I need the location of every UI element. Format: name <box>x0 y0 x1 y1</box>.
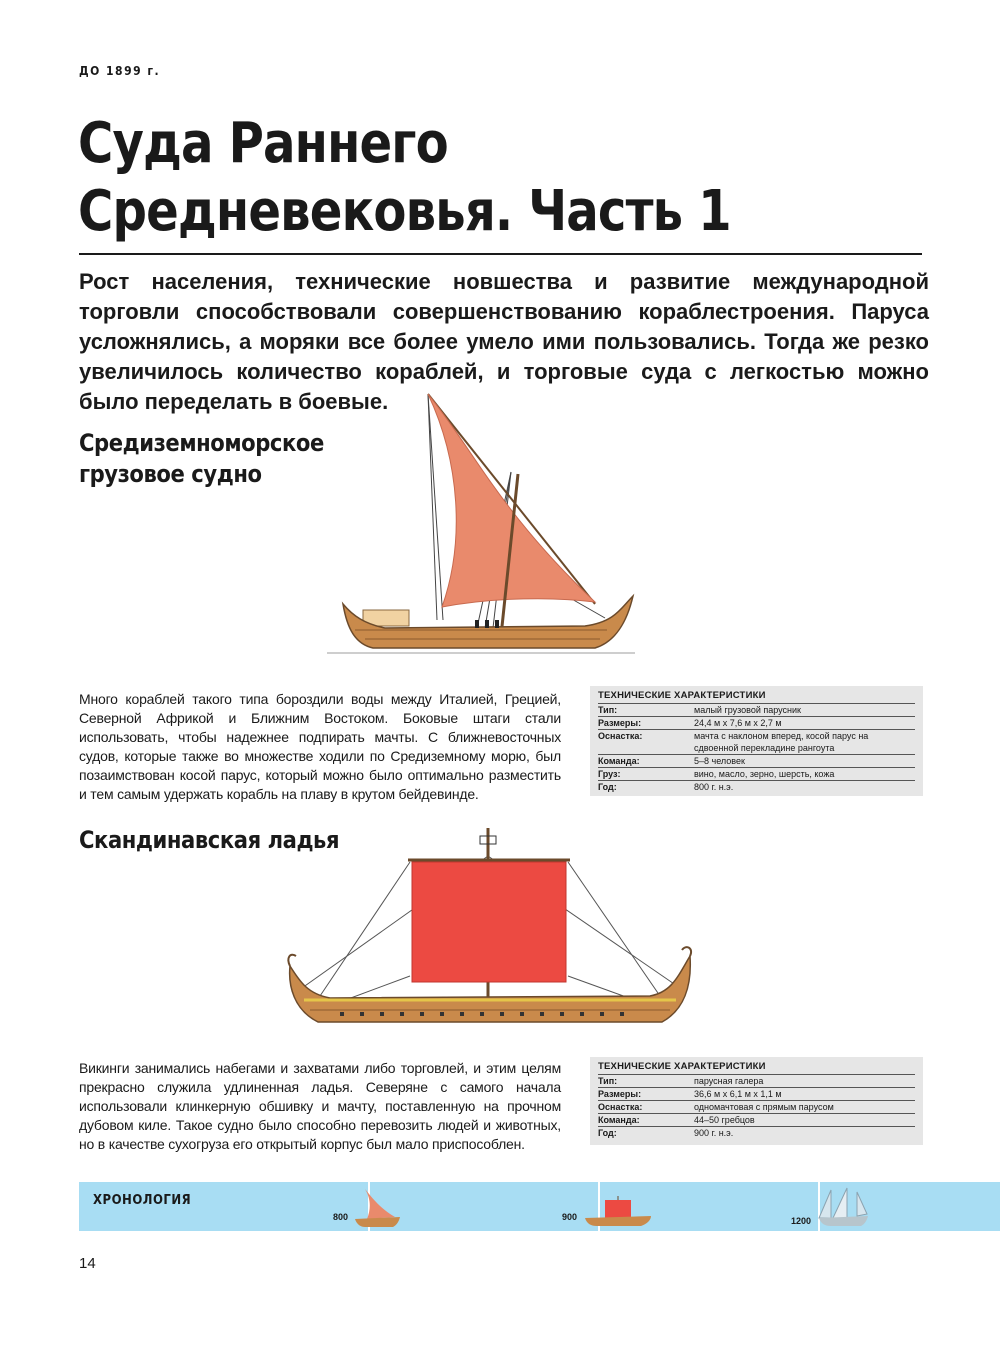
ship1-heading-line1: Средиземноморское <box>79 429 324 457</box>
lead-paragraph: Рост населения, технические новшества и развитие международной торговли способствовали совершенствованию кораблестроения. Паруса усложнялись, а моряки все более умело ими пользовались. Тогда же резко увеличилось количество кораблей, и торговые суда с легкостью можно было переделать в боевые. <box>79 269 929 414</box>
spec-value: малый грузовой парусник <box>694 705 801 715</box>
timeline-bar <box>79 1182 1000 1231</box>
ship2-heading: Скандинавская ладья <box>79 826 340 854</box>
spec-value: вино, масло, зерно, шерсть, кожа <box>694 769 835 779</box>
spec-key: Год: <box>598 1128 617 1138</box>
spec-key: Тип: <box>598 1076 618 1086</box>
ship1-heading-line2: грузовое судно <box>79 460 262 488</box>
spec-key: Размеры: <box>598 1089 642 1099</box>
spec-row <box>598 1087 915 1100</box>
caravel-thumbnail-icon <box>817 1186 869 1228</box>
page-number: 14 <box>79 1255 96 1272</box>
page-title-line2: Средневековья. Часть 1 <box>78 179 731 244</box>
timeline-year-900: 900 <box>562 1212 578 1222</box>
spec-value: одномачтовая с прямым парусом <box>694 1102 834 1112</box>
spec-row <box>598 754 915 767</box>
spec-row <box>598 729 915 754</box>
spec-value: парусная галера <box>694 1076 764 1086</box>
page-title-line1: Суда Раннего <box>78 111 448 176</box>
spec-key: Тип: <box>598 705 618 715</box>
specs-title: ТЕХНИЧЕСКИЕ ХАРАКТЕРИСТИКИ <box>598 1061 766 1072</box>
ship2-description: Викинги занимались набегами и захватами либо торговлей, и этим целям прекрасно служила удлиненная ладья. Северяне с самого начала использовали клинкерную обшивку и мачту, поставленную на прочном дубовом киле. Такое судно было способно перевозить людей и животных, но в качестве сухогруза его открытый корпус был мало приспособлен. <box>79 1060 561 1152</box>
ship1-description: Много кораблей такого типа бороздили воды между Италией, Грецией, Северной Африкой и Ближним Востоком. Боковые штаги стали использовать, чтобы надежнее подпирать мачты. С ближневосточных судов, которые также во множестве ходили по Средиземному морю, был позаимствован косой парус, который можно было оптимально разместить и тем самым удержать корабль на плаву в крутом бейдевинде. <box>79 691 561 802</box>
spec-row <box>598 767 915 780</box>
spec-value: 900 г. н.э. <box>694 1128 734 1138</box>
spec-value: 44–50 гребцов <box>694 1115 755 1125</box>
specs-title: ТЕХНИЧЕСКИЕ ХАРАКТЕРИСТИКИ <box>598 690 766 701</box>
ship2-specs-table <box>590 1057 923 1145</box>
timeline-year-800: 800 <box>333 1212 349 1222</box>
spec-key: Год: <box>598 782 617 792</box>
spec-row <box>598 1074 915 1087</box>
timeline-label: ХРОНОЛОГИЯ <box>93 1193 192 1208</box>
mediterranean-cargo-ship-illustration <box>325 392 637 656</box>
lateen-ship-thumbnail-icon <box>351 1187 401 1227</box>
spec-value: 24,4 м х 7,6 м х 2,7 м <box>694 718 782 728</box>
spec-value: 36,6 м х 6,1 м х 1,1 м <box>694 1089 782 1099</box>
spec-value: 5–8 человек <box>694 756 745 766</box>
spec-row <box>598 1100 915 1113</box>
spec-row <box>598 703 915 716</box>
ship1-specs-table <box>590 686 923 796</box>
spec-value: мачта с наклоном вперед, косой парус на сдвоенной перекладине рангоута <box>694 731 869 753</box>
page-title <box>78 110 818 246</box>
ship1-heading <box>79 428 324 490</box>
timeline-year-1200: 1200 <box>791 1216 812 1226</box>
longship-thumbnail-icon <box>583 1196 653 1228</box>
spec-key: Размеры: <box>598 718 642 728</box>
spec-row <box>598 1113 915 1126</box>
spec-row <box>598 1126 915 1139</box>
spec-key: Команда: <box>598 756 640 766</box>
section-label: ДО 1899 г. <box>79 64 161 78</box>
square-sail <box>412 862 566 982</box>
spec-row <box>598 780 915 793</box>
spec-key: Команда: <box>598 1115 640 1125</box>
spec-row <box>598 716 915 729</box>
spec-value: 800 г. н.э. <box>694 782 734 792</box>
viking-longship-illustration <box>280 826 700 1028</box>
spec-key: Оснастка: <box>598 1102 643 1112</box>
title-rule <box>79 253 922 255</box>
spec-key: Оснастка: <box>598 731 643 741</box>
spec-key: Груз: <box>598 769 621 779</box>
